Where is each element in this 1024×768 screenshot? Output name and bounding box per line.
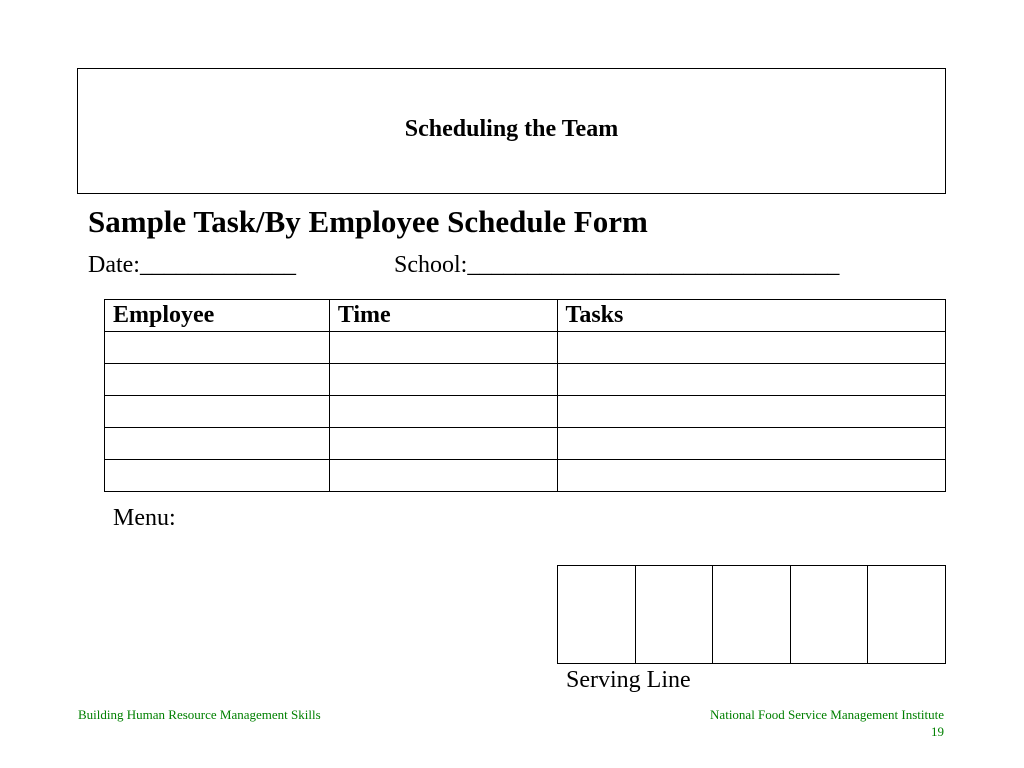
table-header-row	[105, 300, 946, 332]
table-row	[105, 460, 946, 492]
date-field: Date:_____________	[88, 252, 296, 278]
serving-line-station	[713, 566, 791, 663]
tasks-cell	[557, 332, 945, 364]
footer-institute: National Food Service Management Institute	[710, 707, 944, 722]
serving-line-station	[636, 566, 714, 663]
serving-line-station	[868, 566, 945, 663]
column-header-time: Time	[329, 300, 557, 332]
slide-title-box	[77, 68, 946, 194]
form-title: Sample Task/By Employee Schedule Form	[88, 204, 648, 239]
tasks-cell	[557, 396, 945, 428]
schedule-table	[104, 299, 946, 492]
footer-course-title: Building Human Resource Management Skills	[78, 707, 321, 722]
table-row	[105, 428, 946, 460]
table-row	[105, 364, 946, 396]
slide-title: Scheduling the Team	[404, 115, 619, 142]
tasks-cell	[557, 364, 945, 396]
employee-cell	[105, 332, 330, 364]
time-cell	[329, 364, 557, 396]
time-cell	[329, 460, 557, 492]
employee-cell	[105, 428, 330, 460]
table-row	[105, 396, 946, 428]
time-cell	[329, 396, 557, 428]
column-header-employee: Employee	[105, 300, 330, 332]
school-field: School:_______________________________	[394, 252, 840, 278]
table-row	[105, 332, 946, 364]
employee-cell	[105, 460, 330, 492]
tasks-cell	[557, 428, 945, 460]
time-cell	[329, 332, 557, 364]
serving-line-station	[791, 566, 869, 663]
serving-line-grid	[557, 565, 946, 664]
page-number: 19	[931, 724, 944, 739]
serving-line-station	[558, 566, 636, 663]
time-cell	[329, 428, 557, 460]
employee-cell	[105, 364, 330, 396]
column-header-tasks: Tasks	[557, 300, 945, 332]
serving-line-label: Serving Line	[566, 667, 691, 693]
tasks-cell	[557, 460, 945, 492]
employee-cell	[105, 396, 330, 428]
menu-label: Menu:	[113, 505, 176, 531]
